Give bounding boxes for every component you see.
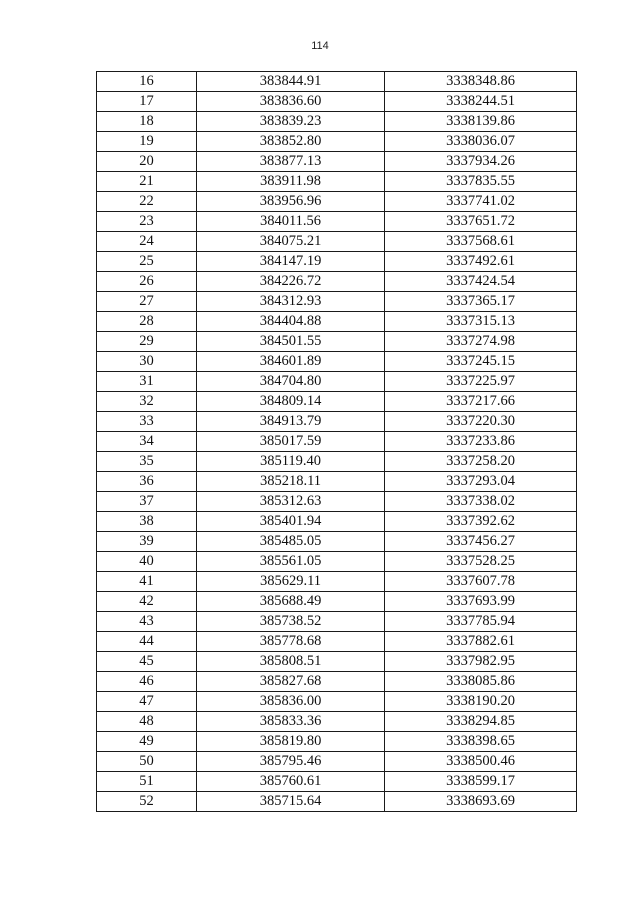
y-coordinate-cell: 3338693.69 xyxy=(385,792,577,812)
x-coordinate-cell: 383852.80 xyxy=(197,132,385,152)
point-number-cell: 22 xyxy=(97,192,197,212)
x-coordinate-cell: 385218.11 xyxy=(197,472,385,492)
table-row xyxy=(97,692,577,712)
x-coordinate-cell: 385688.49 xyxy=(197,592,385,612)
point-number-cell: 50 xyxy=(97,752,197,772)
point-number-cell: 48 xyxy=(97,712,197,732)
y-coordinate-cell: 3337528.25 xyxy=(385,552,577,572)
point-number-cell: 26 xyxy=(97,272,197,292)
table-row xyxy=(97,292,577,312)
x-coordinate-cell: 384913.79 xyxy=(197,412,385,432)
y-coordinate-cell: 3337982.95 xyxy=(385,652,577,672)
y-coordinate-cell: 3337607.78 xyxy=(385,572,577,592)
table-row xyxy=(97,672,577,692)
table-row xyxy=(97,432,577,452)
y-coordinate-cell: 3337456.27 xyxy=(385,532,577,552)
point-number-cell: 23 xyxy=(97,212,197,232)
x-coordinate-cell: 385485.05 xyxy=(197,532,385,552)
table-row xyxy=(97,532,577,552)
point-number-cell: 43 xyxy=(97,612,197,632)
y-coordinate-cell: 3337233.86 xyxy=(385,432,577,452)
table-row xyxy=(97,312,577,332)
y-coordinate-cell: 3338190.20 xyxy=(385,692,577,712)
point-number-cell: 52 xyxy=(97,792,197,812)
x-coordinate-cell: 385819.80 xyxy=(197,732,385,752)
table-row xyxy=(97,392,577,412)
y-coordinate-cell: 3337693.99 xyxy=(385,592,577,612)
point-number-cell: 25 xyxy=(97,252,197,272)
y-coordinate-cell: 3338398.65 xyxy=(385,732,577,752)
x-coordinate-cell: 385808.51 xyxy=(197,652,385,672)
x-coordinate-cell: 383911.98 xyxy=(197,172,385,192)
x-coordinate-cell: 385778.68 xyxy=(197,632,385,652)
y-coordinate-cell: 3337934.26 xyxy=(385,152,577,172)
x-coordinate-cell: 384501.55 xyxy=(197,332,385,352)
point-number-cell: 34 xyxy=(97,432,197,452)
x-coordinate-cell: 384226.72 xyxy=(197,272,385,292)
x-coordinate-cell: 384809.14 xyxy=(197,392,385,412)
x-coordinate-cell: 383956.96 xyxy=(197,192,385,212)
point-number-cell: 32 xyxy=(97,392,197,412)
table-row xyxy=(97,352,577,372)
point-number-cell: 21 xyxy=(97,172,197,192)
table-row xyxy=(97,192,577,212)
x-coordinate-cell: 384601.89 xyxy=(197,352,385,372)
point-number-cell: 37 xyxy=(97,492,197,512)
point-number-cell: 40 xyxy=(97,552,197,572)
x-coordinate-cell: 385795.46 xyxy=(197,752,385,772)
y-coordinate-cell: 3338348.86 xyxy=(385,72,577,92)
table-row xyxy=(97,372,577,392)
point-number-cell: 28 xyxy=(97,312,197,332)
y-coordinate-cell: 3337741.02 xyxy=(385,192,577,212)
x-coordinate-cell: 385561.05 xyxy=(197,552,385,572)
x-coordinate-cell: 385827.68 xyxy=(197,672,385,692)
point-number-cell: 36 xyxy=(97,472,197,492)
point-number-cell: 47 xyxy=(97,692,197,712)
point-number-cell: 39 xyxy=(97,532,197,552)
y-coordinate-cell: 3338085.86 xyxy=(385,672,577,692)
table-row xyxy=(97,452,577,472)
table-row xyxy=(97,652,577,672)
x-coordinate-cell: 385760.61 xyxy=(197,772,385,792)
point-number-cell: 44 xyxy=(97,632,197,652)
y-coordinate-cell: 3338036.07 xyxy=(385,132,577,152)
table-row xyxy=(97,232,577,252)
x-coordinate-cell: 385401.94 xyxy=(197,512,385,532)
x-coordinate-cell: 385833.36 xyxy=(197,712,385,732)
table-row xyxy=(97,572,577,592)
point-number-cell: 16 xyxy=(97,72,197,92)
point-number-cell: 20 xyxy=(97,152,197,172)
x-coordinate-cell: 385738.52 xyxy=(197,612,385,632)
y-coordinate-cell: 3337315.13 xyxy=(385,312,577,332)
x-coordinate-cell: 385119.40 xyxy=(197,452,385,472)
y-coordinate-cell: 3337225.97 xyxy=(385,372,577,392)
y-coordinate-cell: 3338500.46 xyxy=(385,752,577,772)
point-number-cell: 45 xyxy=(97,652,197,672)
point-number-cell: 19 xyxy=(97,132,197,152)
y-coordinate-cell: 3338599.17 xyxy=(385,772,577,792)
table-row xyxy=(97,712,577,732)
y-coordinate-cell: 3337424.54 xyxy=(385,272,577,292)
y-coordinate-cell: 3337258.20 xyxy=(385,452,577,472)
point-number-cell: 42 xyxy=(97,592,197,612)
y-coordinate-cell: 3338294.85 xyxy=(385,712,577,732)
point-number-cell: 27 xyxy=(97,292,197,312)
y-coordinate-cell: 3337245.15 xyxy=(385,352,577,372)
table-row xyxy=(97,112,577,132)
point-number-cell: 38 xyxy=(97,512,197,532)
point-number-cell: 18 xyxy=(97,112,197,132)
point-number-cell: 51 xyxy=(97,772,197,792)
point-number-cell: 46 xyxy=(97,672,197,692)
x-coordinate-cell: 385715.64 xyxy=(197,792,385,812)
table-row xyxy=(97,752,577,772)
y-coordinate-cell: 3337568.61 xyxy=(385,232,577,252)
x-coordinate-cell: 385629.11 xyxy=(197,572,385,592)
coordinate-table-body xyxy=(97,72,577,812)
table-row xyxy=(97,792,577,812)
y-coordinate-cell: 3337365.17 xyxy=(385,292,577,312)
table-row xyxy=(97,332,577,352)
table-row xyxy=(97,412,577,432)
table-row xyxy=(97,592,577,612)
x-coordinate-cell: 383836.60 xyxy=(197,92,385,112)
table-row xyxy=(97,612,577,632)
table-row xyxy=(97,92,577,112)
table-row xyxy=(97,492,577,512)
x-coordinate-cell: 383877.13 xyxy=(197,152,385,172)
table-row xyxy=(97,272,577,292)
table-row xyxy=(97,152,577,172)
x-coordinate-cell: 385312.63 xyxy=(197,492,385,512)
y-coordinate-cell: 3337293.04 xyxy=(385,472,577,492)
page-number: 114 xyxy=(311,40,329,52)
x-coordinate-cell: 384704.80 xyxy=(197,372,385,392)
table-row xyxy=(97,472,577,492)
y-coordinate-cell: 3337220.30 xyxy=(385,412,577,432)
coordinate-table xyxy=(96,71,577,812)
x-coordinate-cell: 385017.59 xyxy=(197,432,385,452)
point-number-cell: 24 xyxy=(97,232,197,252)
point-number-cell: 35 xyxy=(97,452,197,472)
y-coordinate-cell: 3338139.86 xyxy=(385,112,577,132)
point-number-cell: 17 xyxy=(97,92,197,112)
x-coordinate-cell: 384404.88 xyxy=(197,312,385,332)
y-coordinate-cell: 3337835.55 xyxy=(385,172,577,192)
y-coordinate-cell: 3337492.61 xyxy=(385,252,577,272)
table-row xyxy=(97,632,577,652)
y-coordinate-cell: 3338244.51 xyxy=(385,92,577,112)
point-number-cell: 29 xyxy=(97,332,197,352)
y-coordinate-cell: 3337217.66 xyxy=(385,392,577,412)
table-row xyxy=(97,172,577,192)
table-row xyxy=(97,512,577,532)
y-coordinate-cell: 3337651.72 xyxy=(385,212,577,232)
point-number-cell: 30 xyxy=(97,352,197,372)
y-coordinate-cell: 3337274.98 xyxy=(385,332,577,352)
y-coordinate-cell: 3337882.61 xyxy=(385,632,577,652)
point-number-cell: 49 xyxy=(97,732,197,752)
y-coordinate-cell: 3337785.94 xyxy=(385,612,577,632)
table-row xyxy=(97,72,577,92)
point-number-cell: 41 xyxy=(97,572,197,592)
point-number-cell: 31 xyxy=(97,372,197,392)
table-row xyxy=(97,552,577,572)
table-row xyxy=(97,132,577,152)
x-coordinate-cell: 384147.19 xyxy=(197,252,385,272)
y-coordinate-cell: 3337338.02 xyxy=(385,492,577,512)
x-coordinate-cell: 383844.91 xyxy=(197,72,385,92)
point-number-cell: 33 xyxy=(97,412,197,432)
table-row xyxy=(97,732,577,752)
x-coordinate-cell: 385836.00 xyxy=(197,692,385,712)
table-row xyxy=(97,252,577,272)
x-coordinate-cell: 384075.21 xyxy=(197,232,385,252)
x-coordinate-cell: 384011.56 xyxy=(197,212,385,232)
y-coordinate-cell: 3337392.62 xyxy=(385,512,577,532)
x-coordinate-cell: 384312.93 xyxy=(197,292,385,312)
table-row xyxy=(97,772,577,792)
x-coordinate-cell: 383839.23 xyxy=(197,112,385,132)
table-row xyxy=(97,212,577,232)
